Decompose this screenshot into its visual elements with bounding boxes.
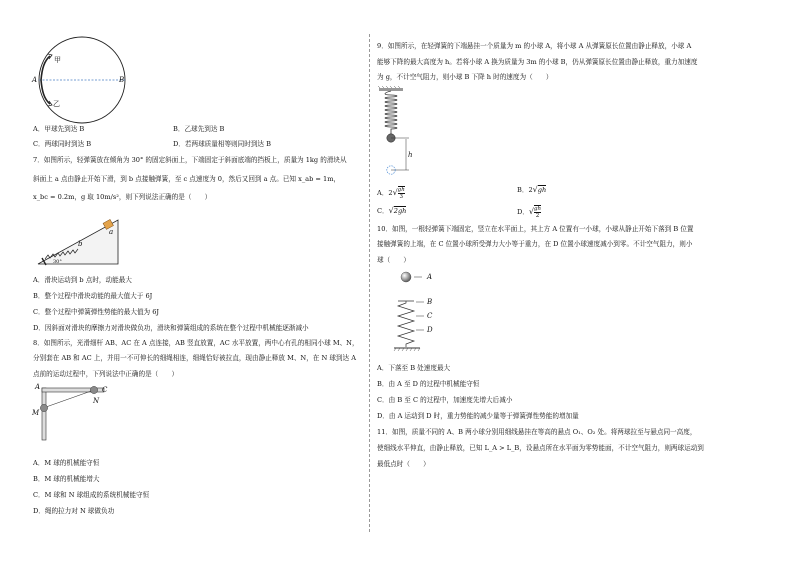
q8-rod-ab: [42, 388, 46, 440]
q9-option-a-num: gh: [397, 187, 405, 193]
q11-stem-line1: 11．如图，质量不同的 A、B 两小球分别用细线悬挂在等高的悬点 O₁、O₂ 处。将两球拉至与悬点同一高度，: [377, 428, 697, 436]
q9-spring: [385, 91, 397, 134]
q7-figure: [36, 212, 126, 267]
q9-option-a-den: 3: [399, 194, 403, 200]
q6-option-c: C．两球同时到达 B: [33, 140, 92, 148]
q8-ball-m: [40, 404, 47, 411]
q10-stem-line1: 10．如图，一根轻弹簧下端固定，竖立在水平面上，其上方 A 位置有一小球，小球从静止开始下落到 B 位置: [377, 225, 694, 233]
q10-stem-line2: 接触弹簧的上端，在 C 位置小球所受弹力大小等于重力，在 D 位置小球速度减小到零。不计空气阻力，则小: [377, 240, 693, 248]
q9-option-d-den: 2: [535, 213, 540, 219]
q6-label-A: A: [32, 76, 38, 84]
q8-option-c: C．M 球和 N 球组成的系统机械能守恒: [33, 491, 150, 499]
q8-label-N: N: [93, 397, 100, 405]
q9-stem-line2: 能够下降的最大高度为 h。若将小球 A 换为质量为 3m 的小球 B，仍从弹簧原长位置由静止释放，重力加速度: [377, 58, 698, 66]
q11-stem-line3: 最低点时（ ）: [377, 460, 430, 468]
q9-option-d-prefix: D．: [517, 208, 529, 216]
q9-option-b-root: gh: [537, 186, 547, 194]
q10-option-c: C．由 B 至 C 的过程中，加速度先增大后减小: [377, 396, 513, 404]
q10-option-b: B．由 A 至 D 的过程中机械能守恒: [377, 380, 480, 388]
q6-path-yi: [41, 80, 50, 104]
q9-ceiling-hatch: [378, 86, 400, 88]
q7-option-d: D．因斜面对滑块的摩擦力对滑块做负功，滑块和弹簧组成的系统在整个过程中机械能逐渐减小: [33, 324, 309, 332]
q8-option-a: A．M 球的机械能守恒: [33, 459, 100, 467]
q7-stem-line1: 7．如图所示，轻弹簧放在倾角为 30° 的固定斜面上，下端固定于斜面底端的挡板上，质量为 1kg 的滑块从: [33, 156, 347, 164]
q9-option-d: D．√ $\frac{gh}{2}$: [517, 206, 542, 219]
q7-label-angle: 30°: [53, 259, 62, 265]
q7-option-a: A．滑块运动到 b 点时，动能最大: [33, 276, 132, 284]
q10-stem-line3: 球（ ）: [377, 256, 410, 264]
q9-stem-line3: 为 g，不计空气阻力，则小球 B 下降 h 时的速度为（ ）: [377, 73, 553, 81]
q8-ball-n: [90, 386, 97, 393]
q8-stem-line3: 点前的运动过程中，下列说法中正确的是（ ）: [33, 370, 179, 378]
q10-figure: [392, 266, 452, 356]
q10-label-A: A: [427, 273, 433, 281]
q8-string: [46, 390, 94, 407]
q7-stem-line3: x_bc = 0.2m，g 取 10m/s²，则下列说法正确的是（ ）: [33, 193, 212, 201]
q6-label-B: B: [119, 76, 125, 84]
q8-label-A: A: [35, 383, 41, 391]
q10-label-C: C: [427, 312, 433, 320]
q6-label-jia: 甲: [54, 56, 61, 64]
q6-option-a: A．甲球先到达 B: [33, 125, 85, 133]
q7-label-b: b: [78, 240, 83, 248]
q8-stem-line1: 8．如图所示，光滑细杆 AB、AC 在 A 点连接，AB 竖直放置，AC 水平放置，两中心有孔的相同小球 M、N，: [33, 339, 359, 347]
q9-figure: [377, 86, 427, 176]
q9-option-a: A．2√ $\frac{gh}{3}$: [377, 187, 405, 200]
q6-figure: [30, 36, 130, 126]
q8-option-d: D．绳的拉力对 N 球做负功: [33, 507, 115, 515]
q10-spring: [398, 301, 414, 347]
q9-stem-line1: 9．如图所示，在轻弹簧的下端悬挂一个质量为 m 的小球 A，将小球 A 从弹簧原长位置由静止释放，小球 A: [377, 42, 692, 50]
q8-option-b: B．M 球的机械能增大: [33, 475, 100, 483]
q6-path-jia: [41, 56, 50, 80]
q10-label-B: B: [427, 298, 433, 306]
q6-option-d: D．若两球质量相等则同时到达 B: [173, 140, 271, 148]
q6-option-b: B．乙球先到达 B: [173, 125, 225, 133]
q9-option-c-prefix: C．: [377, 207, 389, 215]
q9-option-d-num: gh: [534, 206, 542, 212]
q6-label-yi: 乙: [53, 100, 60, 108]
q7-stem-line2: 斜面上 a 点由静止开始下滑，到 b 点接触弹簧，至 c 点速度为 0，然后又回到 a 点。已知 x_ab = 1m，: [33, 175, 341, 183]
q10-label-D: D: [427, 326, 433, 334]
q8-stem-line2: 分别套在 AB 和 AC 上，并用一不可伸长的细绳相连，细绳恰好被拉直，现由静止释放 M、N，在 N 球到达 A: [33, 354, 356, 362]
q7-label-a: a: [109, 228, 114, 236]
q9-option-b-prefix: B．2: [517, 186, 533, 194]
q9-option-b: B．2√gh: [517, 185, 547, 194]
q8-figure: [32, 382, 122, 442]
q8-label-C: C: [102, 386, 108, 394]
q11-stem-line2: 使细线水平伸直，由静止释放，已知 L_A > L_B，设悬点所在水平面为零势能面，不计空气阻力，则两球运动到: [377, 444, 704, 452]
q9-label-h: h: [408, 151, 413, 159]
column-divider: [369, 34, 370, 532]
q9-ceiling: [379, 88, 403, 91]
q10-ball: [401, 272, 411, 282]
q9-option-a-prefix: A．2: [377, 189, 393, 197]
q7-option-b: B．整个过程中滑块动能的最大值大于 6J: [33, 292, 153, 300]
q9-option-c-root: 2gh: [393, 207, 407, 215]
q10-option-a: A．下落至 B 处速度最大: [377, 364, 451, 372]
q7-option-c: C．整个过程中弹簧弹性势能的最大值为 6J: [33, 308, 160, 316]
q8-label-M: M: [32, 409, 40, 417]
q9-option-c: C．√2gh: [377, 206, 407, 215]
q10-option-d: D．由 A 运动到 D 时，重力势能的减少量等于弹簧弹性势能的增加量: [377, 412, 579, 420]
